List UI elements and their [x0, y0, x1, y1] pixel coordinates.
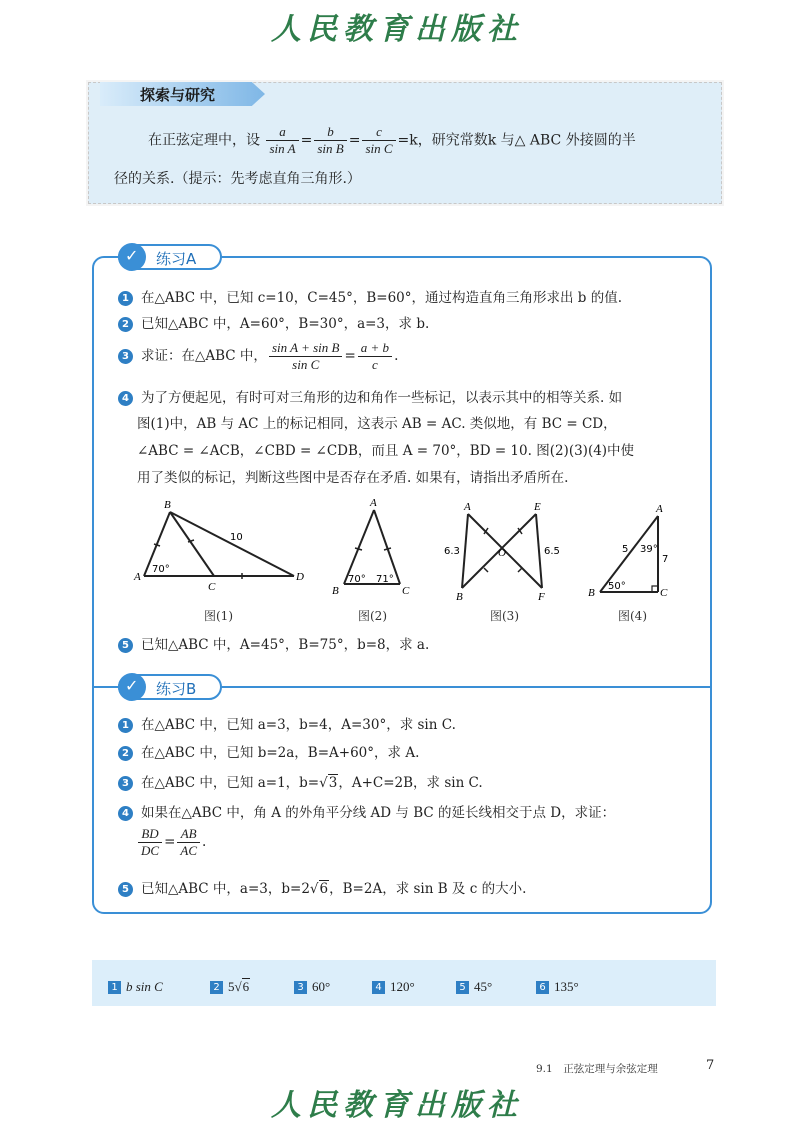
fig2-label-c: C	[402, 585, 410, 596]
exercise-b-item-2: 2 在△ABC 中，已知 b=2a，B=A+60°，求 A.	[118, 741, 419, 761]
figure-3-caption: 图(3)	[490, 609, 519, 623]
exercise-a-item-4-line1: 4 为了方便起见，有时可对三角形的边和角作一些标记，以表示其中的相等关系. 如	[118, 386, 622, 406]
explore-text-line2: 径的关系.（提示：先考虑直角三角形.）	[114, 171, 361, 187]
figure-1	[130, 496, 320, 596]
fig1-label-d: D	[296, 571, 304, 583]
fig3-label-o: O	[498, 547, 506, 559]
exercise-a-item-3: 3 求证：在△ABC 中， $\frac{\text{sin A + sin B}}{\text{sin C}}$ = $\frac{a + b}{c}$ .	[118, 340, 398, 373]
fig4-hyp: 5	[622, 544, 629, 555]
figure-3	[440, 496, 570, 606]
exercise-a-item-2: 2 已知△ABC 中，A=60°，B=30°，a=3，求 b.	[118, 312, 429, 332]
exercise-a-item-4-line4: 用了类似的标记，判断这些图中是否存在矛盾. 如果有，请指出矛盾所在.	[137, 470, 569, 486]
figure-1-caption: 图(1)	[204, 609, 233, 623]
fraction-sum-sides: $\frac{a + b}{c}$	[358, 340, 392, 373]
fraction-bd-dc: $\frac{BD}{DC}$	[138, 826, 162, 859]
explore-text-rest: =k，研究常数k 与△ ABC 外接圆的半	[397, 132, 636, 149]
exercise-b-label: 练习B	[156, 680, 197, 698]
exercise-a-item-5: 5 已知△ABC 中，A=45°，B=75°，b=8，求 a.	[118, 633, 429, 653]
fig2-label-b: B	[332, 585, 339, 596]
exercise-b-item-3: 3 在△ABC 中，已知 a=1，b=√3，A+C=2B，求 sin C.	[118, 771, 483, 791]
page-number: 7	[706, 1058, 715, 1073]
fig1-angle: 70°	[152, 564, 170, 575]
figure-2	[326, 496, 416, 596]
explore-text: 在正弦定理中，设	[148, 132, 260, 149]
publisher-watermark-bottom: 人民教育出版社	[271, 1088, 523, 1123]
fraction-sum-sines: $\frac{\text{sin A + sin B}}{\text{sin C}}$	[269, 340, 343, 373]
fraction-b-over-sinB: $\frac{b}{\text{sin B}}$	[314, 124, 346, 157]
fig4-label-b: B	[588, 587, 595, 599]
exercise-a-tag	[118, 244, 222, 270]
exercise-a-label: 练习A	[156, 250, 197, 268]
fig3-label-f: F	[538, 591, 545, 603]
answer-2: 2 5√6	[210, 979, 250, 995]
fraction-ab-ac: $\frac{AB}{AC}$	[177, 826, 200, 859]
fig3-label-b: B	[456, 591, 463, 603]
figure-4	[582, 496, 692, 600]
fig3-label-a: A	[464, 501, 471, 513]
fig4-angle-b: 50°	[608, 581, 626, 592]
answer-1: 1 b sin C	[108, 979, 163, 995]
fig3-right-side: 6.5	[544, 546, 560, 557]
fig1-label-b: B	[164, 499, 171, 511]
answer-6: 6 135°	[536, 979, 579, 995]
answer-5: 5 45°	[456, 979, 492, 995]
fig4-label-a: A	[656, 503, 663, 515]
exercise-b-tag	[118, 674, 222, 700]
footer-section-title: 9.1 正弦定理与余弦定理	[536, 1063, 658, 1075]
fig4-side: 7	[662, 554, 669, 565]
fraction-c-over-sinC: $\frac{c}{\text{sin C}}$	[362, 124, 395, 157]
fig2-label-a: A	[370, 497, 377, 509]
exercise-b-item-5: 5 已知△ABC 中，a=3，b=2√6，B=2A，求 sin B 及 c 的大小.	[118, 877, 526, 897]
explore-title: 探索与研究	[140, 86, 216, 104]
exercise-b-item-4-proof: $\frac{BD}{DC}$ = $\frac{AB}{AC}$ .	[136, 826, 206, 859]
figure-2-caption: 图(2)	[358, 609, 387, 623]
fig2-angle-b: 70°	[348, 574, 366, 585]
exercise-a-item-4-line2: 图(1)中，AB 与 AC 上的标记相同，这表示 AB = AC. 类似地，有 BC = CD，	[137, 416, 617, 432]
fraction-a-over-sinA: $\frac{a}{\text{sin A}}$	[266, 124, 298, 157]
exercise-a-item-1: 1 在△ABC 中，已知 c=10，C=45°，B=60°，通过构造直角三角形求出 b 的值.	[118, 286, 622, 306]
fig1-side: 10	[230, 532, 243, 543]
fig3-left-side: 6.3	[444, 546, 460, 557]
fig4-label-c: C	[660, 587, 668, 599]
exercise-a-item-4-line3: ∠ABC = ∠ACB，∠CBD = ∠CDB，而且 A = 70°，BD = 10. 图(2)(3)(4)中使	[137, 443, 635, 459]
exercise-b-item-1: 1 在△ABC 中，已知 a=3，b=4，A=30°，求 sin C.	[118, 713, 456, 733]
check-icon: ✓	[118, 243, 146, 271]
publisher-watermark-top: 人民教育出版社	[271, 12, 523, 47]
fig1-label-c: C	[208, 581, 216, 593]
exercise-b-item-4: 4 如果在△ABC 中，角 A 的外角平分线 AD 与 BC 的延长线相交于点 D，求证：	[118, 801, 615, 821]
explore-text-line1: 在正弦定理中，设 $\frac{a}{\text{sin A}}$ = $\frac{b}{\text{sin B}}$ = $\frac{c}{\text{sin C}}$ =k，研究常数k 与△ ABC 外接圆的半	[148, 124, 636, 156]
figure-4-caption: 图(4)	[618, 609, 647, 623]
check-icon: ✓	[118, 673, 146, 701]
answer-3: 3 60°	[294, 979, 330, 995]
fig2-angle-c: 71°	[376, 574, 394, 585]
answer-4: 4 120°	[372, 979, 415, 995]
fig1-label-a: A	[134, 571, 141, 583]
fig3-label-e: E	[534, 501, 541, 513]
fig4-angle-a: 39°	[640, 544, 658, 555]
